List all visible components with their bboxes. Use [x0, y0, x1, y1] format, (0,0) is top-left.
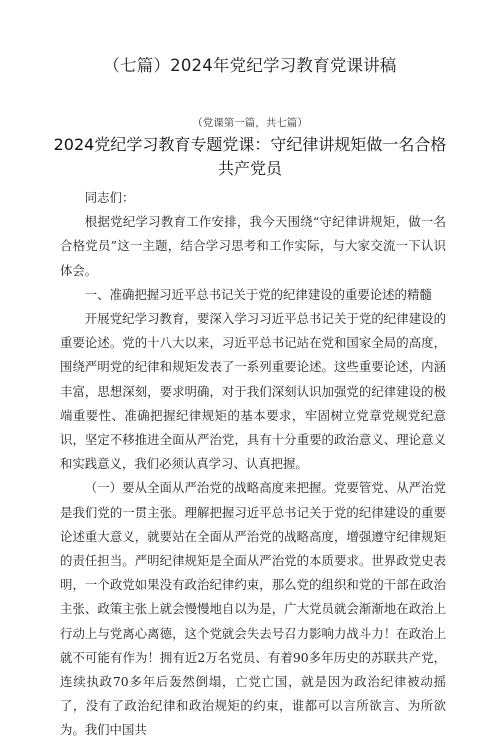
section-heading: 一、准确把握习近平总书记关于党的纪律建设的重要论述的精髓: [84, 286, 432, 302]
intro-paragraph: 根据党纪学习教育工作安排，我今天围绕“守纪律讲规矩，做一名合格党员”这一主题，结合学习思考和工作实际，与大家交流一下认识体会。: [60, 214, 446, 278]
greeting-paragraph: 同志们：: [84, 190, 135, 205]
lecture-subheading: （党课第一篇，共七篇）: [192, 117, 308, 129]
document-body: [60, 186, 446, 743]
body-paragraph: （一）要从全面从严治党的战略高度来把握。党要管党、从严治党是我们党的一贯主张。理解把握习近平总书记关于党的纪律建设的重要论述重大意义，就要站在全面从严治党的战略高度，增强遵守纪律规矩的责任担当。严明纪律规矩是全面从严治党的本质要求。世界政党史表明，一个政党如果没有政治纪律约束，那么党的组织和党的干部在政治主张、政策主张上就会慢慢地自以为是，广大党员就会渐渐地在政治上行动上与党离心离德，这个党就会失去号召力影响力战斗力！在政治上就不可能有作为！拥有近2万名党员、有着90多年历史的苏联共产党，连续执政70多年后轰然倒塌，亡党亡国，就是因为政治纪律被动摇了，没有了政治纪律和政治规矩的约束，谁都可以言所欲言、为所欲为。我们中国共: [60, 480, 446, 738]
document-title: （七篇）2024年党纪学习教育党课讲稿: [103, 56, 397, 75]
body-paragraph: 开展党纪学习教育，要深入学习习近平总书记关于党的纪律建设的重要论述。党的十八大以来，习近平总书记站在党和国家全局的高度，围绕严明党的纪律和规矩发表了一系列重要论述。这些重要论述，内涵丰富，思想深刻，要求明确，对于我们深刻认识加强党的纪律建设的极端重要性、准确把握纪律规矩的基本要求，牢固树立党章党规党纪意识，坚定不移推进全面从严治党，具有十分重要的政治意义、理论意义和实践意义，我们必须认真学习、认真把握。: [60, 311, 446, 472]
lecture-title: 2024党纪学习教育专题党课：守纪律讲规矩做一名合格共产党员: [53, 135, 447, 178]
